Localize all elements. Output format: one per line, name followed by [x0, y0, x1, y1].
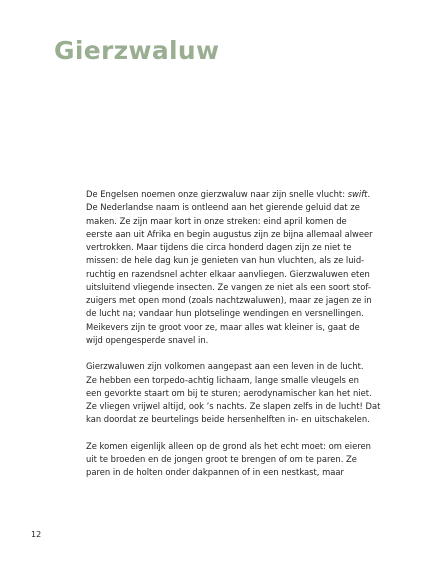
text-line: vertrokken. Maar tijdens die circa honderd dagen zijn ze niet te — [86, 242, 352, 252]
text-line: Ze hebben een torpedo-achtig lichaam, lange smalle vleugels en — [86, 374, 359, 385]
text-line: zuigers met open mond (zoals nachtzwaluwen), maar ze jagen ze in — [86, 295, 372, 305]
text-line: kan doordat ze beurtelings beide hersenhelften in- en uitschakelen. — [86, 414, 370, 425]
text-line: ruchtig en razendsnel achter elkaar aanvliegen. Gierzwaluwen eten — [86, 268, 370, 279]
line-text: . — [367, 189, 371, 199]
text-line: uitsluitend vliegende insecten. Ze vangen ze niet als een soort stof- — [86, 281, 371, 292]
text-line: paren in de holten onder dakpannen of in een nestkast, maar — [86, 467, 345, 478]
line-text: De Engelsen noemen onze gierzwaluw naar zijn snelle vlucht: — [86, 189, 348, 199]
text-line: Gierzwaluwen zijn volkomen aangepast aan een leven in de lucht. — [86, 361, 364, 372]
paragraph-gap — [86, 427, 386, 440]
text-line: Ze komen eigenlijk alleen op de grond als het echt moet: om eieren — [86, 440, 371, 451]
paragraph — [86, 440, 386, 480]
text-line — [86, 188, 386, 201]
text-line: een gevorkte staart om bij te sturen; aerodynamischer kan het niet. — [86, 387, 372, 398]
text-line: missen: de hele dag kun je genieten van hun vluchten, als ze luid- — [86, 255, 365, 266]
paragraph-gap — [86, 347, 386, 360]
text-line: de lucht na; vandaar hun plotselinge wendingen en versnellingen. — [86, 308, 364, 319]
paragraph — [86, 188, 386, 347]
body-text — [86, 188, 386, 480]
emphasized-word: swift — [347, 189, 368, 199]
text-line: wijd opengesperde snavel in. — [86, 334, 209, 345]
paragraph — [86, 360, 386, 426]
text-line: eerste aan uit Afrika en begin augustus zijn ze bijna allemaal alweer — [86, 228, 373, 239]
text-line: Ze vliegen vrijwel altijd, ook ’s nachts. Ze slapen zelfs in de lucht! Dat — [86, 401, 381, 411]
page-number: 12 — [31, 530, 42, 539]
text-line: uit te broeden en de jongen groot te brengen of om te paren. Ze — [86, 454, 357, 464]
text-line: Meikevers zijn te groot voor ze, maar alles wat kleiner is, gaat de — [86, 321, 360, 332]
text-line: De Nederlandse naam is ontleend aan het gierende geluid dat ze — [86, 202, 360, 213]
page-title: Gierzwaluw — [54, 36, 220, 65]
text-line: maken. Ze zijn maar kort in onze streken: eind april komen de — [86, 215, 347, 226]
